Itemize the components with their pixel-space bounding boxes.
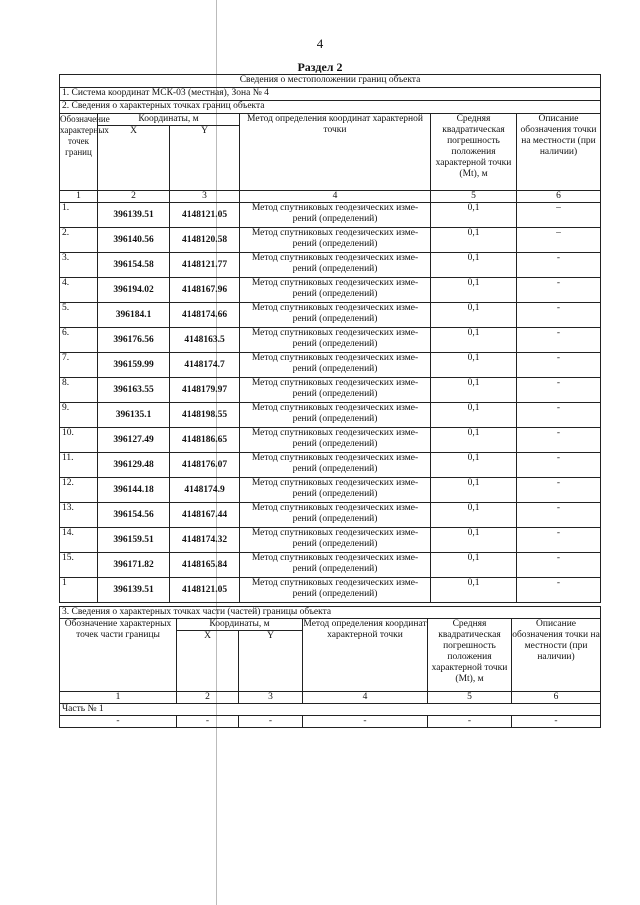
point-x: 396139.51	[98, 578, 170, 603]
col-method: Метод определения координат характерной точки	[240, 114, 431, 191]
col-num-5: 5	[431, 191, 517, 203]
table-row	[60, 578, 601, 603]
table-row	[60, 403, 601, 428]
table-row	[60, 453, 601, 478]
point-x: 396194.02	[98, 278, 170, 303]
point-x: 396127.49	[98, 428, 170, 453]
point-method: Метод спутниковых геодезических изме-рений (определений)	[240, 253, 431, 278]
point-x: 396135.1	[98, 403, 170, 428]
point-accuracy: 0,1	[431, 503, 517, 528]
point-accuracy: 0,1	[431, 328, 517, 353]
point-method: Метод спутниковых геодезических изме-рений (определений)	[240, 303, 431, 328]
part-num-1: 1	[60, 692, 177, 704]
point-number: 7.	[60, 353, 98, 378]
col-x: X	[98, 126, 170, 191]
table-row	[60, 528, 601, 553]
part-col-designation: Обозначение характерных точек части границы	[60, 619, 177, 692]
point-x: 396184.1	[98, 303, 170, 328]
col-description: Описание обозначения точки на местности (при наличии)	[517, 114, 601, 191]
point-y: 4148176.07	[170, 453, 240, 478]
part-col-description: Описание обозначения точки на местности (при наличии)	[512, 619, 601, 692]
point-method: Метод спутниковых геодезических изме-рений (определений)	[240, 403, 431, 428]
point-number: 9.	[60, 403, 98, 428]
point-method: Метод спутниковых геодезических изме-рений (определений)	[240, 428, 431, 453]
part-col-accuracy: Средняя квадратическая погрешность положения характерной точки (Mt), м	[428, 619, 512, 692]
point-description: -	[517, 403, 601, 428]
point-accuracy: 0,1	[431, 228, 517, 253]
point-y: 4148120.58	[170, 228, 240, 253]
point-description: -	[517, 453, 601, 478]
table-row	[60, 203, 601, 228]
part-empty-5: -	[428, 716, 512, 728]
point-y: 4148165.84	[170, 553, 240, 578]
point-method: Метод спутниковых геодезических изме-рений (определений)	[240, 503, 431, 528]
part-num-3: 3	[239, 692, 303, 704]
part-num-2: 2	[177, 692, 239, 704]
point-x: 396154.58	[98, 253, 170, 278]
point-accuracy: 0,1	[431, 403, 517, 428]
table-row	[60, 303, 601, 328]
point-x: 396163.55	[98, 378, 170, 403]
point-number: 11.	[60, 453, 98, 478]
point-x: 396140.56	[98, 228, 170, 253]
point-accuracy: 0,1	[431, 578, 517, 603]
col-num-1: 1	[60, 191, 98, 203]
point-y: 4148167.96	[170, 278, 240, 303]
point-y: 4148121.05	[170, 578, 240, 603]
point-y: 4148174.66	[170, 303, 240, 328]
point-accuracy: 0,1	[431, 528, 517, 553]
point-method: Метод спутниковых геодезических изме-рений (определений)	[240, 353, 431, 378]
point-description: -	[517, 353, 601, 378]
coord-system: 1. Система координат МСК-03 (местная), Зона № 4	[60, 88, 601, 101]
part-col-coords: Координаты, м	[177, 619, 303, 631]
point-description: -	[517, 528, 601, 553]
part-empty-6: -	[512, 716, 601, 728]
col-y: Y	[170, 126, 240, 191]
col-designation: Обозначение характерных точек границ	[60, 114, 98, 191]
table-row	[60, 328, 601, 353]
point-description: -	[517, 253, 601, 278]
point-accuracy: 0,1	[431, 353, 517, 378]
point-number: 6.	[60, 328, 98, 353]
point-y: 4148163.5	[170, 328, 240, 353]
table-row	[60, 353, 601, 378]
point-method: Метод спутниковых геодезических изме-рений (определений)	[240, 228, 431, 253]
point-accuracy: 0,1	[431, 553, 517, 578]
col-coords: Координаты, м	[98, 114, 240, 126]
point-y: 4148179.97	[170, 378, 240, 403]
points-title: 2. Сведения о характерных точках границ объекта	[60, 101, 601, 114]
table-row	[60, 428, 601, 453]
point-description: -	[517, 553, 601, 578]
point-number: 5.	[60, 303, 98, 328]
point-y: 4148174.32	[170, 528, 240, 553]
point-number: 10.	[60, 428, 98, 453]
point-x: 396171.82	[98, 553, 170, 578]
table-row	[60, 228, 601, 253]
point-description: -	[517, 503, 601, 528]
part-col-y: Y	[239, 631, 303, 692]
point-x: 396154.56	[98, 503, 170, 528]
point-y: 4148167.44	[170, 503, 240, 528]
page-number: 4	[316, 36, 324, 51]
point-method: Метод спутниковых геодезических изме-рений (определений)	[240, 278, 431, 303]
table-title: Сведения о местоположении границ объекта	[60, 75, 601, 88]
point-y: 4148121.77	[170, 253, 240, 278]
point-x: 396144.18	[98, 478, 170, 503]
col-accuracy: Средняя квадратическая погрешность положения характерной точки (Mt), м	[431, 114, 517, 191]
boundary-points-table	[59, 74, 601, 603]
point-x: 396176.56	[98, 328, 170, 353]
point-method: Метод спутниковых геодезических изме-рений (определений)	[240, 553, 431, 578]
point-accuracy: 0,1	[431, 453, 517, 478]
col-num-3: 3	[170, 191, 240, 203]
part-empty-2: -	[177, 716, 239, 728]
point-y: 4148198.55	[170, 403, 240, 428]
part-num-4: 4	[303, 692, 428, 704]
part-empty-4: -	[303, 716, 428, 728]
point-y: 4148186.65	[170, 428, 240, 453]
point-description: –	[517, 203, 601, 228]
point-x: 396159.99	[98, 353, 170, 378]
table-row	[60, 253, 601, 278]
point-accuracy: 0,1	[431, 378, 517, 403]
col-num-4: 4	[240, 191, 431, 203]
point-y: 4148121.05	[170, 203, 240, 228]
point-accuracy: 0,1	[431, 278, 517, 303]
part-num-5: 5	[428, 692, 512, 704]
part-col-method: Метод определения координат характерной точки	[303, 619, 428, 692]
point-description: –	[517, 228, 601, 253]
point-number: 2.	[60, 228, 98, 253]
point-number: 3.	[60, 253, 98, 278]
point-x: 396139.51	[98, 203, 170, 228]
point-number: 1.	[60, 203, 98, 228]
part-col-x: X	[177, 631, 239, 692]
point-accuracy: 0,1	[431, 203, 517, 228]
part-empty-3: -	[239, 716, 303, 728]
point-accuracy: 0,1	[431, 253, 517, 278]
table-row	[60, 478, 601, 503]
point-method: Метод спутниковых геодезических изме-рений (определений)	[240, 328, 431, 353]
point-accuracy: 0,1	[431, 428, 517, 453]
point-description: -	[517, 578, 601, 603]
point-description: -	[517, 328, 601, 353]
section-title: Раздел 2	[297, 60, 343, 74]
point-number: 8.	[60, 378, 98, 403]
point-number: 13.	[60, 503, 98, 528]
point-method: Метод спутниковых геодезических изме-рений (определений)	[240, 578, 431, 603]
point-description: -	[517, 478, 601, 503]
point-accuracy: 0,1	[431, 478, 517, 503]
point-description: -	[517, 428, 601, 453]
point-number: 12.	[60, 478, 98, 503]
table-row	[60, 553, 601, 578]
point-method: Метод спутниковых геодезических изме-рений (определений)	[240, 378, 431, 403]
part-empty-1: -	[60, 716, 177, 728]
point-description: -	[517, 278, 601, 303]
table-row	[60, 278, 601, 303]
part-title: 3. Сведения о характерных точках части (частей) границы объекта	[60, 607, 601, 619]
col-num-6: 6	[517, 191, 601, 203]
point-method: Метод спутниковых геодезических изме-рений (определений)	[240, 203, 431, 228]
point-number: 14.	[60, 528, 98, 553]
table-row	[60, 378, 601, 403]
point-y: 4148174.9	[170, 478, 240, 503]
part-points-table	[59, 606, 601, 728]
point-method: Метод спутниковых геодезических изме-рений (определений)	[240, 478, 431, 503]
point-method: Метод спутниковых геодезических изме-рений (определений)	[240, 528, 431, 553]
point-y: 4148174.7	[170, 353, 240, 378]
col-num-2: 2	[98, 191, 170, 203]
part-num-6: 6	[512, 692, 601, 704]
point-description: -	[517, 303, 601, 328]
point-x: 396159.51	[98, 528, 170, 553]
point-number: 1	[60, 578, 98, 603]
point-number: 15.	[60, 553, 98, 578]
point-method: Метод спутниковых геодезических изме-рений (определений)	[240, 453, 431, 478]
point-description: -	[517, 378, 601, 403]
point-number: 4.	[60, 278, 98, 303]
table-row	[60, 503, 601, 528]
point-accuracy: 0,1	[431, 303, 517, 328]
part-label: Часть № 1	[60, 704, 601, 716]
point-x: 396129.48	[98, 453, 170, 478]
